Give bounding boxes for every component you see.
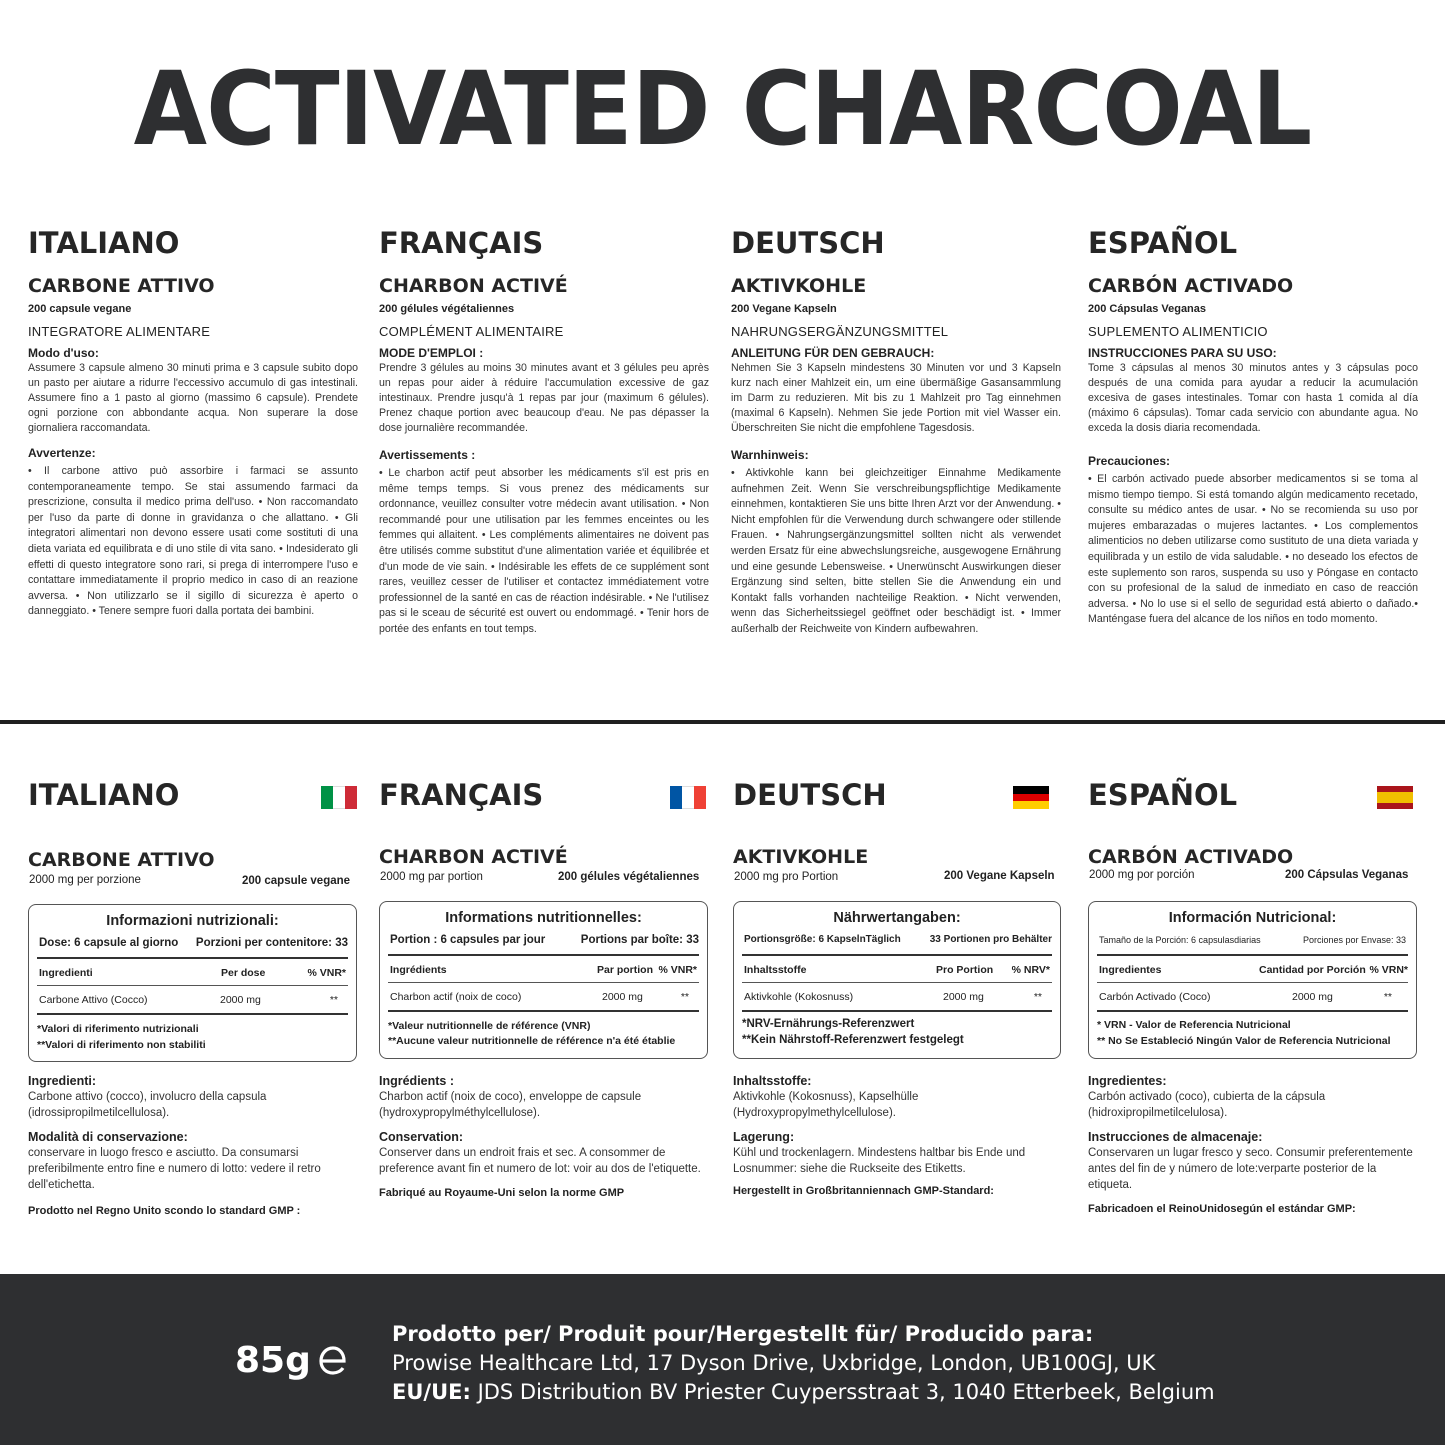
bottom-language-french: FRANÇAIS [379, 778, 544, 812]
language-heading: ITALIANO [28, 226, 180, 260]
warning-text: • Le charbon actif peut absorber les médicaments s'il est pris en même temps temps. Si vous prenez des médicaments sur ordonnance, veuillez consulter votre médecin avant utilisation. • Non recommandé pour une utilisation par les femmes enceintes ou les femmes qui allaitent. • Les compléments alimentaires ne doivent pas être utilisés comme substitut d'une alimentation variée et équilibrée et d'un mode de vie sain. • Indésirable les effets de ce supplément sont rares, veuillez cesser de l'utiliser et contactez immédiatement votre professionnel de la santé en cas de réaction indésirable. • Ne l'utilisez pas si le sceau de sécurité est ouvert ou endommagé. • Tenir hors de portée des enfants en tout temps. [379, 467, 709, 635]
storage-text: conservare in luogo fresco e asciutto. Da consumarsi preferibilmente entro fine e numero di lotto: vedere il retro dell'etichetta. [28, 1147, 321, 1191]
bottom-info-italian [28, 1073, 358, 1217]
net-weight: 85g [235, 1340, 311, 1381]
bottom-product-name: CARBÓN ACTIVADO [1088, 846, 1294, 868]
capsule-count: 200 capsule vegane [242, 875, 351, 887]
footnote: *Valeur nutritionnelle de référence (VNR) [388, 1020, 591, 1032]
usage-title: INSTRUCCIONES PARA SU USO: [1088, 346, 1277, 360]
nutrition-box-spanish: Información Nutricional: Tamaño de la Porción: 6 capsulasdiarias Porciones por Envase: 33 Ingredientes Cantidad por Porción % VRN* Carbón Activado (Coco) 2000 mg ** * VRN - Valor de Referencia Nutricional ** No Se Estableció Ningún Valor de Referencia Nutricional [1088, 901, 1417, 1059]
bottom-product-name: AKTIVKOHLE [733, 846, 869, 868]
warning-text: • Il carbone attivo può assorbire i farmaci se assunto contemporaneamente tempo. Se stai assumendo farmaci da prescrizione, consulta il medico prima dell'uso. • Non raccomandato per l'uso da parte di donne in gravidanza o che allattano. • Gli integratori alimentari non devono essere usati come sostituti di una dieta variata ed equilibrata e di uno stile di vita sano. • Indesiderato gli effetti di questo integratore sono rari, si prega di interrompere l'uso e contattare immediatamente il proprio medico in caso di an reazione avversa. • Non utilizzarlo se il sigillo di sicurezza è aperto o danneggiato. • Tenere sempre fuori dalla portata dei bambini. [28, 465, 358, 618]
usage-text: Prendre 3 gélules au moins 30 minutes avant et 3 gélules peu après un repas pour aider à réduire l'accumulation excessive de gaz intestinaux. Prendre jusqu'à 1 repas par jour (maximum 6 gélules). Prenez chaque portion avec beaucoup d'eau. Ne pas dépasser la dose journalière recommandée. [379, 362, 709, 434]
spain-flag-icon [1377, 786, 1413, 809]
usage-text: Tome 3 cápsulas al menos 30 minutos antes y 3 cápsulas poco después de una comida para ayudar a reducir la acumulación excesiva de gases intestinales. Tomar con hasta 1 comida al día (máximo 6 cápsulas). Tomar cada servicio con abundante agua. No exceda la dosis diaria recomendada. [1088, 362, 1418, 434]
nutrition-box-french: Informations nutritionnelles: Portion : 6 capsules par jour Portions par boîte: 33 Ingrédients Par portion % VNR* Charbon actif (noix de coco) 2000 mg ** *Valeur nutritionnelle de référence (VNR) **Aucune valeur nutritionnelle de référence n'a été établie [379, 901, 708, 1059]
ingredients-title: Ingrédients : [379, 1074, 455, 1088]
bottom-language-spanish: ESPAÑOL [1088, 778, 1238, 812]
warning-title: Precauciones: [1088, 454, 1171, 468]
footnote: **Valori di riferimento non stabiliti [37, 1039, 206, 1051]
capsule-count: 200 Cápsulas Veganas [1285, 869, 1409, 881]
top-section-french [379, 226, 709, 638]
ingredients-text: Charbon actif (noix de coco), enveloppe de capsule (hydroxypropylméthylcellulose). [379, 1091, 642, 1119]
nutrition-title: Informations nutritionnelles: [445, 910, 642, 926]
eu-address: JDS Distribution BV Priester Cuypersstraat 3, 1040 Etterbeek, Belgium [477, 1380, 1215, 1404]
product-name: CHARBON ACTIVÉ [379, 275, 568, 297]
bottom-language-german: DEUTSCH [733, 778, 887, 812]
produced-for-label: Prodotto per/ Produit pour/Hergestellt für/ Producido para: [392, 1322, 1094, 1346]
bottom-info-spanish [1088, 1073, 1418, 1215]
storage-title: Modalità di conservazione: [28, 1130, 188, 1144]
germany-flag-icon [1013, 786, 1049, 809]
warning-text: • Aktivkohle kann bei gleichzeitiger Einnahme Medikamente aufnehmen Zeit. Wenn Sie verschreibungspflichtige Medikamente einnehmen, kontaktieren Sie uns bitte Ihren Arzt vor der Anwendung. • Nicht empfohlen für die Verwendung durch schwangere oder stillende Frauen. • Nahrungsergänzungsmittel sollten nicht als verwendet werden Ersatz für eine abwechslungsreiche, ausgewogene Ernährung und eine gesunde Lebensweise. • Unerwünscht Auswirkungen dieser Ergänzung sind selten, bitte stellen Sie die Anwendung ein und Kontakt falls vorhanden nachteilige Reaktion. • Nicht verwenden, wenn das Sicherheitssiegel geöffnet oder beschädigt ist. • Immer außerhalb der Reichweite von Kindern aufbewahren. [731, 467, 1061, 635]
bottom-info-german [733, 1073, 1063, 1197]
top-section-spanish [1088, 226, 1418, 628]
main-title: ACTIVATED CHARCOAL [133, 50, 1312, 169]
ingredients-text: Aktivkohle (Kokosnuss), Kapselhülle (Hydroxypropylmethylcellulose). [733, 1091, 919, 1119]
capsule-count: 200 gélules végétaliennes [379, 303, 515, 315]
manufacturer-address: Prowise Healthcare Ltd, 17 Dyson Drive, Uxbridge, London, UB100GJ, UK [392, 1351, 1156, 1375]
usage-text: Nehmen Sie 3 Kapseln mindestens 30 Minuten vor und 3 Kapseln kurz nach einer Mahlzeit ein, um eine übermäßige Gasansammlung im Darm zu reduzieren. Mit bis zu 1 Mahlzeit pro Tag einnehmen (maximal 6 Kapseln). Nehmen Sie jede Portion mit viel Wasser ein. Überschreiten Sie nicht die empfohlene Tagesdosis. [731, 362, 1061, 434]
footnote: **Kein Nährstoff-Referenzwert festgelegt [742, 1034, 964, 1046]
dose-per-serving: 2000 mg pro Portion [734, 871, 839, 883]
capsule-count: 200 Vegane Kapseln [731, 303, 837, 315]
ingredients-text: Carbón activado (coco), cubierta de la cápsula (hidroxipropilmetilcelulosa). [1088, 1091, 1326, 1119]
ingredients-title: Ingredientes: [1088, 1074, 1167, 1088]
footnote: *NRV-Ernährungs-Referenzwert [742, 1018, 915, 1030]
bottom-product-name: CHARBON ACTIVÉ [379, 846, 568, 868]
product-name: CARBÓN ACTIVADO [1088, 275, 1294, 297]
category: SUPLEMENTO ALIMENTICIO [1088, 324, 1268, 339]
warning-title: Avvertenze: [28, 446, 96, 460]
capsule-count: 200 gélules végétaliennes [558, 871, 700, 883]
usage-title: ANLEITUNG FÜR DEN GEBRAUCH: [731, 346, 935, 360]
bottom-info-french [379, 1073, 709, 1199]
language-heading: DEUTSCH [731, 226, 885, 260]
france-flag-icon [670, 786, 706, 809]
nutrition-title: Nährwertangaben: [833, 910, 961, 926]
category: INTEGRATORE ALIMENTARE [28, 324, 211, 339]
language-heading: ESPAÑOL [1088, 226, 1238, 260]
bottom-language-italian: ITALIANO [28, 778, 180, 812]
made-in-text: Hergestellt in Großbritanniennach GMP-Standard: [733, 1185, 994, 1197]
warning-title: Warnhinweis: [731, 448, 809, 462]
nutrition-box-german: Nährwertangaben: Portionsgröße: 6 KapselnTäglich 33 Portionen pro Behälter Inhaltsstoffe Pro Portion % NRV* Aktivkohle (Kokosnuss) 2000 mg ** *NRV-Ernährungs-Referenzwert **Kein Nährstoff-Referenzwert festgelegt [733, 901, 1061, 1059]
capsule-count: 200 Vegane Kapseln [944, 870, 1055, 882]
dose-per-serving: 2000 mg per porzione [29, 874, 141, 886]
storage-title: Conservation: [379, 1130, 464, 1144]
eu-address-line [392, 1380, 1215, 1404]
storage-text: Conservaren un lugar fresco y seco. Consumir preferentemente antes del fin de y número de lote:verparte posterior de la etiqueta. [1088, 1147, 1413, 1191]
storage-text: Kühl und trockenlagern. Mindestens haltbar bis Ende und Losnummer: siehe die Ruckseite des Etiketts. [733, 1147, 1026, 1175]
ingredients-title: Inhaltsstoffe: [733, 1074, 812, 1088]
top-section-german [731, 226, 1061, 638]
category: COMPLÉMENT ALIMENTAIRE [379, 324, 564, 339]
usage-text: Assumere 3 capsule almeno 30 minuti prima e 3 capsule subito dopo un pasto per aiutare a ridurre l'eccessivo accumulo di gas intestinali. Assumere fino a 1 pasto al giorno (massimo 6 capsule). Prendete ogni porzione con abbondante acqua. Non superare la dose giornaliera raccomandata. [28, 362, 358, 434]
made-in-text: Fabricadoen el ReinoUnidosegún el estándar GMP: [1088, 1203, 1356, 1215]
usage-title: Modo d'uso: [28, 346, 99, 360]
top-section-italian [28, 226, 358, 620]
nutrition-title: Información Nutricional: [1168, 910, 1337, 926]
made-in-text: Fabriqué au Royaume-Uni selon la norme GMP [379, 1187, 625, 1199]
nutrition-title: Informazioni nutrizionali: [106, 913, 279, 929]
category: NAHRUNGSERGÄNZUNGSMITTEL [731, 324, 949, 339]
footnote: *Valori di riferimento nutrizionali [37, 1023, 199, 1035]
estimated-sign-icon [318, 1343, 348, 1377]
storage-title: Lagerung: [733, 1130, 795, 1144]
usage-title: MODE D'EMPLOI : [379, 346, 484, 360]
product-name: CARBONE ATTIVO [28, 275, 215, 297]
storage-title: Instrucciones de almacenaje: [1088, 1130, 1263, 1144]
warning-text: • El carbón activado puede absorber medicamentos si se toma al mismo tiempo tiempo. Si está tomando algún medicamento recetado, consulte su médico antes de usar. • No se recomienda su uso por mujeres embarazadas o mujeres lactantes. • Los complementos alimenticios no deben utilizarse como sustituto de una dieta variada y equilibrada y un estilo de vida saludable. • no deseado los efectos de este suplemento son raros, suspenda su uso y Póngase en contacto con su profesional de la salud de inmediato en caso de reacción adversa. • No lo use si el sello de seguridad está abierto o dañado.• Manténgase fuera del alcance de los niños en todo momento. [1088, 473, 1418, 626]
ingredients-title: Ingredienti: [28, 1074, 97, 1088]
capsule-count: 200 Cápsulas Veganas [1088, 303, 1207, 315]
eu-label: EU/UE: [392, 1380, 471, 1404]
ingredients-text: Carbone attivo (cocco), involucro della capsula (idrossipropilmetilcellulosa). [28, 1091, 267, 1119]
footnote: **Aucune valeur nutritionnelle de référence n'a été établie [388, 1035, 676, 1047]
storage-text: Conserver dans un endroit frais et sec. A consommer de preference avant fin et numero de lot: voir au dos de l'etiquette. [379, 1147, 701, 1175]
product-name: AKTIVKOHLE [731, 275, 867, 297]
warning-title: Avertissements : [379, 448, 476, 462]
italy-flag-icon [321, 786, 357, 809]
dose-per-serving: 2000 mg por porción [1089, 869, 1195, 881]
dose-per-serving: 2000 mg par portion [380, 871, 483, 883]
language-heading: FRANÇAIS [379, 226, 544, 260]
capsule-count: 200 capsule vegane [28, 303, 132, 315]
made-in-text: Prodotto nel Regno Unito scondo lo standard GMP : [28, 1205, 301, 1217]
nutrition-box-italian: Informazioni nutrizionali: Dose: 6 capsule al giorno Porzioni per contenitore: 33 Ingredienti Per dose % VNR* Carbone Attivo (Cocco) 2000 mg ** *Valori di riferimento nutrizionali **Valori di riferimento non stabiliti [28, 904, 357, 1062]
bottom-product-name: CARBONE ATTIVO [28, 849, 215, 871]
footnote: ** No Se Estableció Ningún Valor de Referencia Nutricional [1097, 1035, 1391, 1047]
section-divider [0, 720, 1445, 724]
footnote: * VRN - Valor de Referencia Nutricional [1097, 1019, 1291, 1031]
